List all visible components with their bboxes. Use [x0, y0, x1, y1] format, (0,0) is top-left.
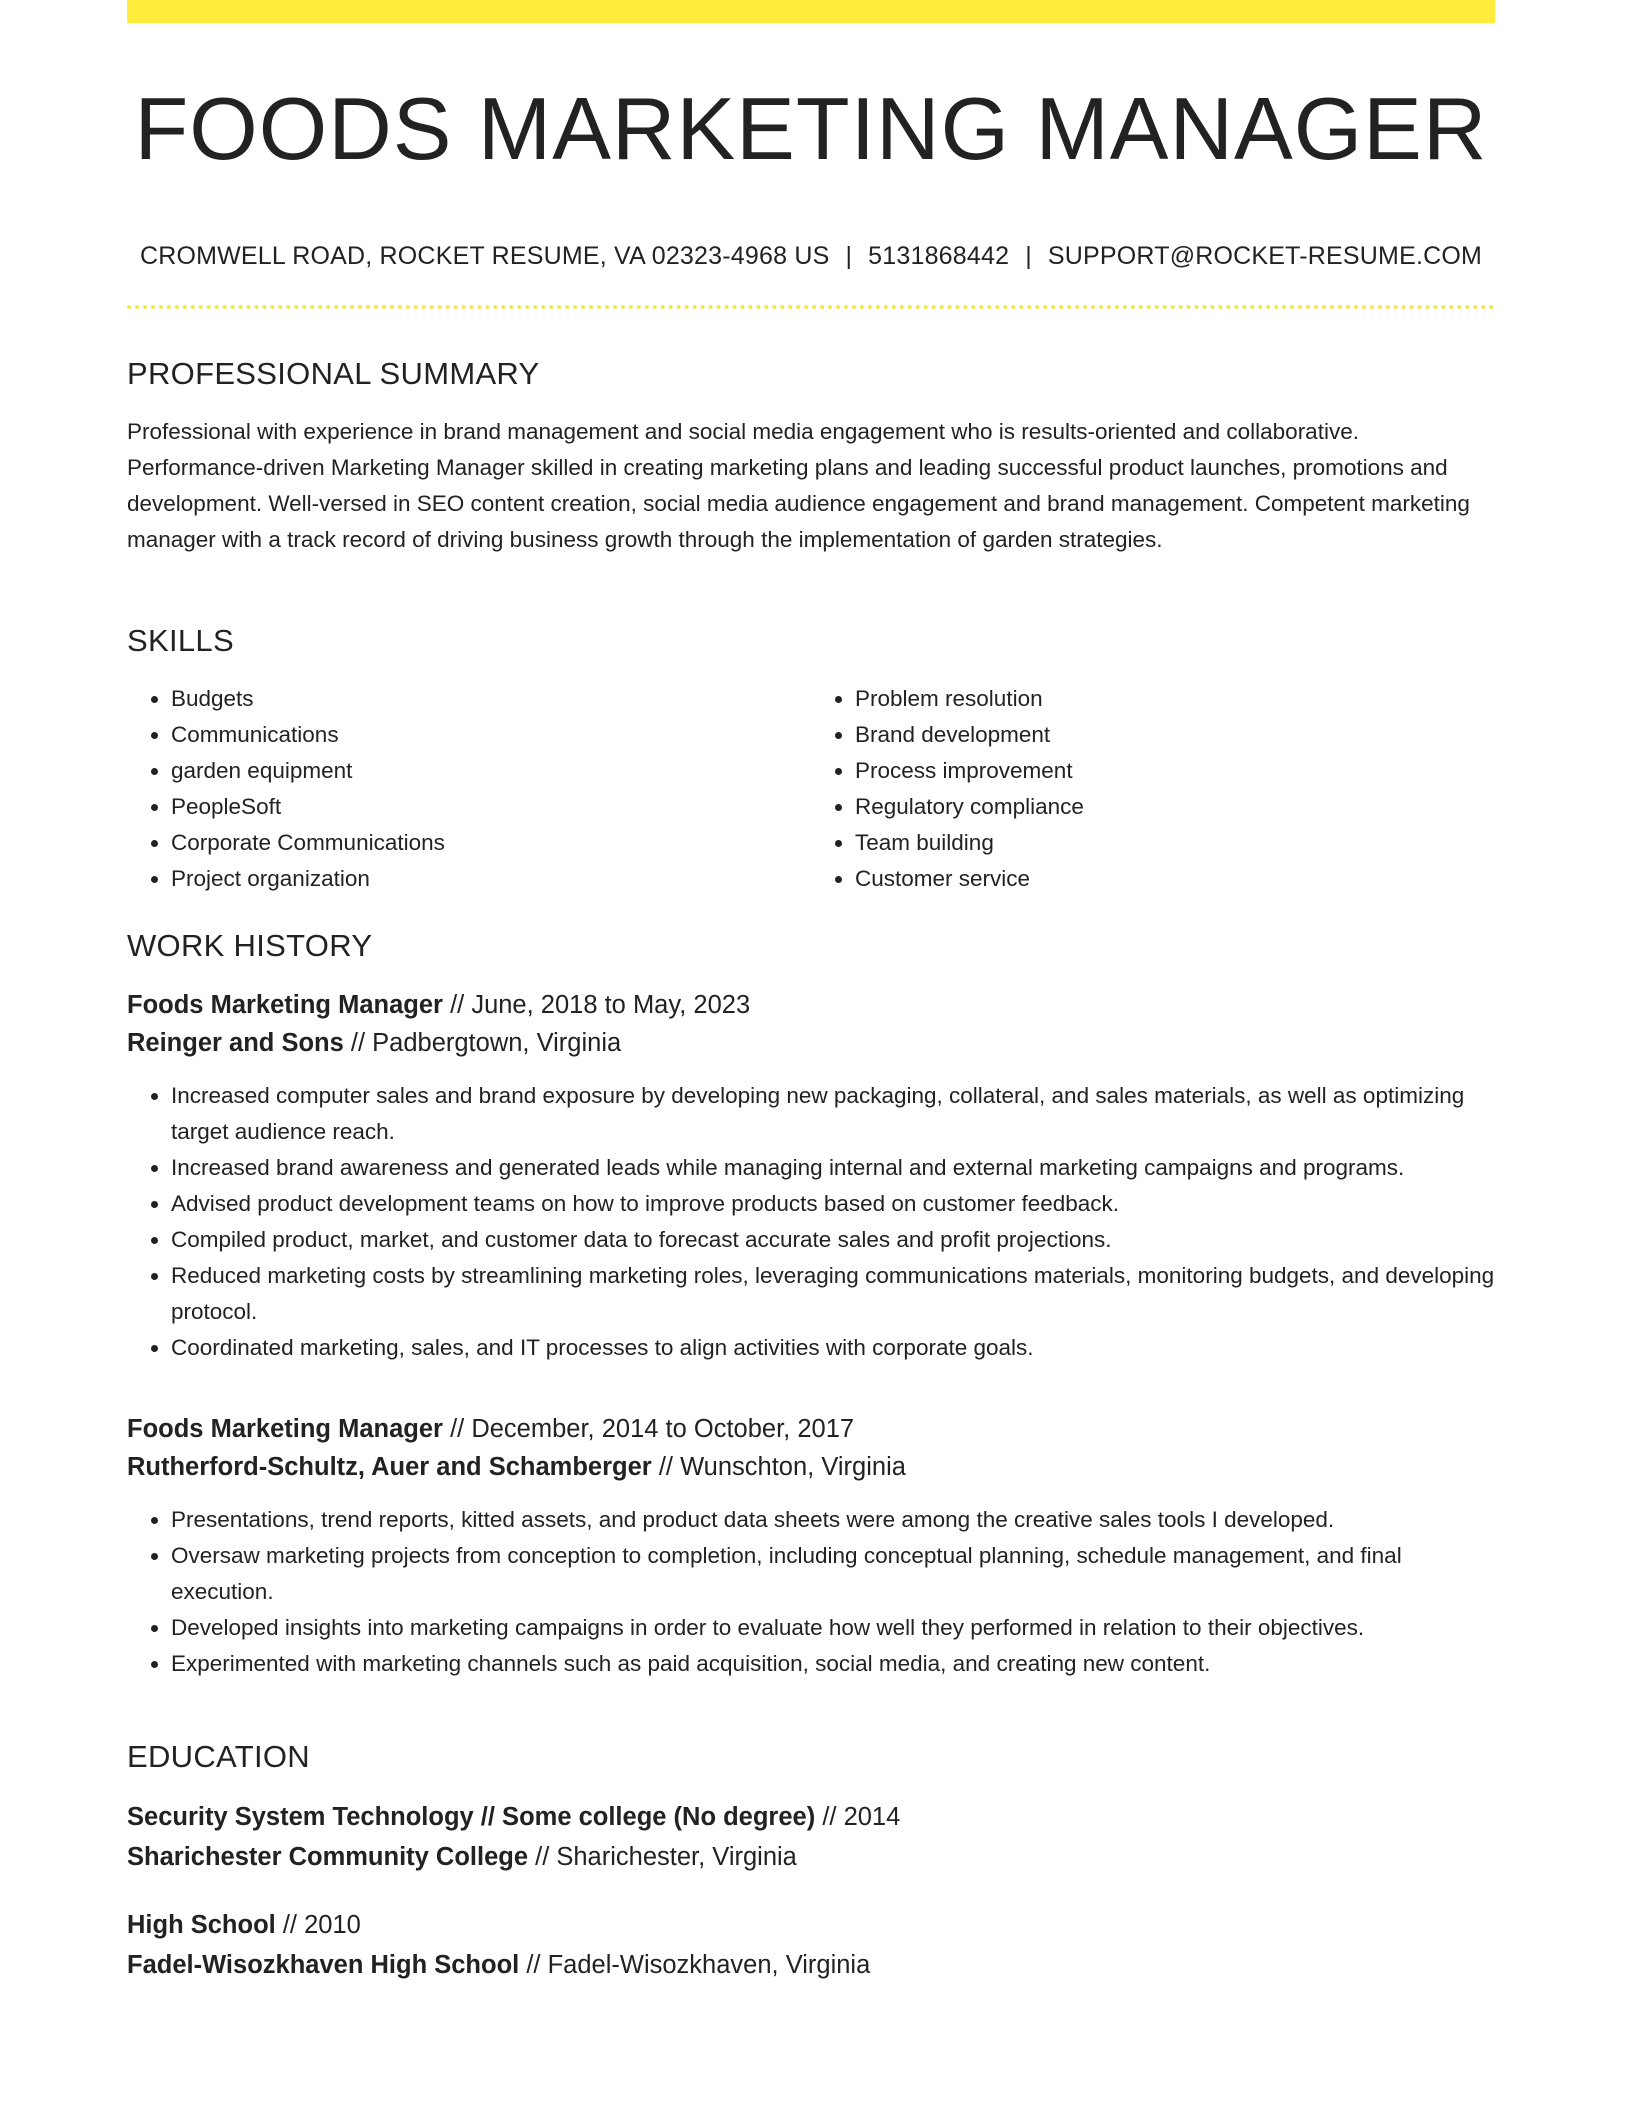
company-line [127, 1024, 1495, 1062]
section-heading: PROFESSIONAL SUMMARY [127, 356, 540, 391]
contact-line [127, 241, 1495, 271]
job-entry [127, 1410, 1495, 1682]
job-bullet: • Advised product development teams on how to improve products based on customer feedback. [171, 1186, 1495, 1222]
address: CROMWELL ROAD, ROCKET RESUME, VA 02323-4968 US [139, 242, 830, 270]
job-title: Foods Marketing Manager [127, 1415, 443, 1444]
work-section [127, 927, 1495, 1682]
graduation-year: // 2010 [282, 1911, 361, 1940]
school-line [127, 1945, 1495, 1985]
job-bullet: • Experimented with marketing channels such as paid acquisition, social media, and creating new content. [171, 1646, 1495, 1682]
school-location: // Fadel-Wisozkhaven, Virginia [526, 1951, 871, 1980]
contact-separator: | [845, 242, 853, 270]
degree: High School [127, 1911, 276, 1940]
company-location: // Padbergtown, Virginia [350, 1029, 622, 1058]
job-bullet: • Developed insights into marketing campaigns in order to evaluate how well they performed in relation to their objectives. [171, 1610, 1495, 1646]
skills-columns [127, 681, 1495, 897]
job-bullets [127, 1078, 1495, 1366]
dotted-divider [127, 305, 1495, 309]
skill-item: • Brand development [855, 717, 1495, 753]
contact-separator: | [1025, 242, 1032, 270]
section-heading: SKILLS [127, 623, 234, 658]
job-dates: // December, 2014 to October, 2017 [450, 1415, 855, 1444]
education-list [127, 1797, 1495, 1985]
degree: Security System Technology // Some college (No degree) [127, 1803, 816, 1832]
degree-line [127, 1905, 1495, 1945]
section-heading: WORK HISTORY [127, 928, 373, 963]
job-title: Foods Marketing Manager [127, 991, 443, 1020]
company-line [127, 1448, 1495, 1486]
skill-item: • Communications [171, 717, 811, 753]
summary-text: Professional with experience in brand management and social media engagement who is results-oriented and collaborative. Performance-driven Marketing Manager skilled in creating marketing plans and leading successful product launches, promotions and development. Well-versed in SEO content creation, social media audience engagement and brand management. Competent marketing manager with a track record of driving business growth through the implementation of garden strategies. [127, 419, 1470, 553]
skills-section [127, 622, 1495, 897]
phone: 5131868442 [868, 242, 1010, 270]
job-bullets [127, 1502, 1495, 1682]
graduation-year: // 2014 [822, 1803, 901, 1832]
skill-item: • PeopleSoft [171, 789, 811, 825]
job-title-line [127, 986, 1495, 1024]
company-name: Rutherford-Schultz, Auer and Schamberger [127, 1453, 652, 1482]
school-location: // Sharichester, Virginia [535, 1843, 797, 1872]
school-line [127, 1837, 1495, 1877]
resume-name: FOODS MARKETING MANAGER [134, 79, 1488, 178]
resume-page [127, 0, 1495, 1980]
job-bullet: • Presentations, trend reports, kitted assets, and product data sheets were among the creative sales tools I developed. [171, 1502, 1495, 1538]
summary-section [127, 355, 1495, 558]
skill-item: • Regulatory compliance [855, 789, 1495, 825]
job-bullet: • Oversaw marketing projects from conception to completion, including conceptual planning, schedule management, and final execution. [171, 1538, 1495, 1610]
education-section [127, 1738, 1495, 1985]
skill-item: • Budgets [171, 681, 811, 717]
email[interactable]: SUPPORT@ROCKET-RESUME.COM [1047, 242, 1483, 270]
job-bullet: • Compiled product, market, and customer data to forecast accurate sales and profit projections. [171, 1222, 1495, 1258]
skill-item: • Team building [855, 825, 1495, 861]
job-entry [127, 986, 1495, 1366]
skills-list-right [811, 681, 1495, 897]
school-name: Sharichester Community College [127, 1843, 529, 1872]
skill-item: • garden equipment [171, 753, 811, 789]
jobs-list [127, 986, 1495, 1682]
company-name: Reinger and Sons [127, 1029, 344, 1058]
skill-item: • Problem resolution [855, 681, 1495, 717]
skills-list-left [127, 681, 811, 897]
education-entry [127, 1797, 1495, 1877]
skill-item: • Corporate Communications [171, 825, 811, 861]
company-location: // Wunschton, Virginia [658, 1453, 906, 1482]
job-dates: // June, 2018 to May, 2023 [450, 991, 751, 1020]
accent-bar [127, 0, 1495, 23]
job-bullet: • Reduced marketing costs by streamlining marketing roles, leveraging communications materials, monitoring budgets, and developing protocol. [171, 1258, 1495, 1330]
education-entry [127, 1905, 1495, 1985]
school-name: Fadel-Wisozkhaven High School [127, 1951, 520, 1980]
job-bullet: • Coordinated marketing, sales, and IT processes to align activities with corporate goals. [171, 1330, 1495, 1366]
job-title-line [127, 1410, 1495, 1448]
degree-line [127, 1797, 1495, 1837]
job-bullet: • Increased computer sales and brand exposure by developing new packaging, collateral, and sales materials, as well as optimizing target audience reach. [171, 1078, 1495, 1150]
section-heading: EDUCATION [127, 1739, 310, 1774]
skill-item: • Process improvement [855, 753, 1495, 789]
skill-item: • Project organization [171, 861, 811, 897]
job-bullet: • Increased brand awareness and generated leads while managing internal and external marketing campaigns and programs. [171, 1150, 1495, 1186]
skill-item: • Customer service [855, 861, 1495, 897]
